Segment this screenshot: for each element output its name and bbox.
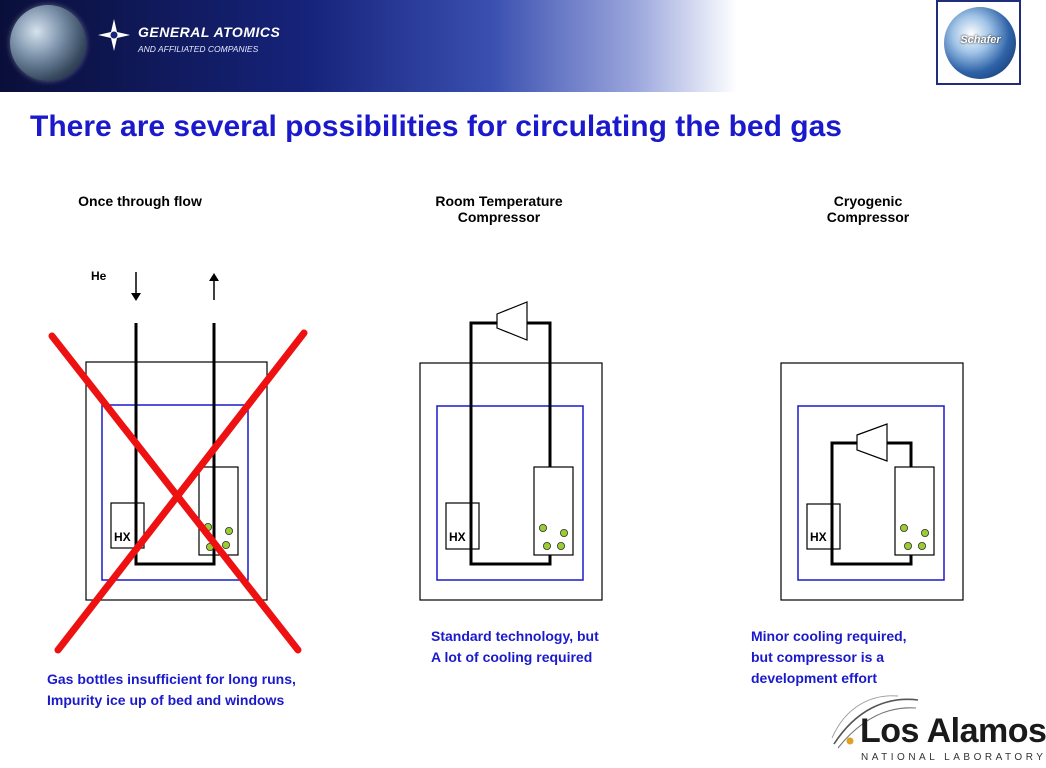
panel-1-note [47, 669, 296, 711]
heat-exchanger-label: HX [114, 530, 131, 544]
pellet [222, 541, 229, 548]
panel-3-note-line: development effort [751, 670, 878, 686]
pellet [560, 529, 567, 536]
panel-2-note-line: Standard technology, but [431, 628, 599, 644]
panel-1-diagram [52, 269, 304, 650]
slide-title: There are several possibilities for circulating the bed gas [30, 110, 842, 143]
panel-1-note-line: Gas bottles insufficient for long runs, [47, 671, 296, 687]
company-subtitle: AND AFFILIATED COMPANIES [138, 44, 259, 54]
schafer-badge-text: Schafer [960, 34, 1001, 46]
panel-3-note [751, 626, 907, 689]
panel-3-label-line: Compressor [826, 209, 910, 225]
pellet [557, 542, 564, 549]
pellet [900, 524, 907, 531]
panel-2-diagram [420, 302, 602, 600]
pellet [543, 542, 550, 549]
bed-vessel [895, 467, 934, 555]
gas-label: He [91, 269, 107, 283]
panel-3-note-line: Minor cooling required, [751, 628, 907, 644]
panel-2-note [431, 626, 599, 668]
pellet [921, 529, 928, 536]
compressor-icon [857, 424, 887, 461]
panel-3-note-line: but compressor is a [751, 649, 885, 665]
bed-vessel [534, 467, 573, 555]
pellet [225, 527, 232, 534]
panel-2-note-line: A lot of cooling required [431, 649, 593, 665]
lab-subtitle: NATIONAL LABORATORY [861, 752, 1046, 763]
heat-exchanger-label: HX [810, 530, 827, 544]
panel-2-label-line: Room Temperature [435, 193, 563, 209]
bed-vessel [199, 467, 238, 555]
pellet [904, 542, 911, 549]
outflow-arrow-head [209, 273, 219, 281]
panel-1-label-line: Once through flow [78, 193, 202, 209]
pellet [539, 524, 546, 531]
inflow-arrow-head [131, 293, 141, 301]
panel-1-note-line: Impurity ice up of bed and windows [47, 692, 285, 708]
panel-3-diagram [781, 363, 963, 600]
compressor-icon [497, 302, 527, 340]
heat-exchanger-label: HX [449, 530, 466, 544]
company-name: GENERAL ATOMICS [138, 24, 281, 40]
lab-name: Los Alamos [860, 712, 1046, 750]
pellet [918, 542, 925, 549]
panel-2-label-line: Compressor [457, 209, 541, 225]
panel-3-label-line: Cryogenic [833, 193, 903, 209]
